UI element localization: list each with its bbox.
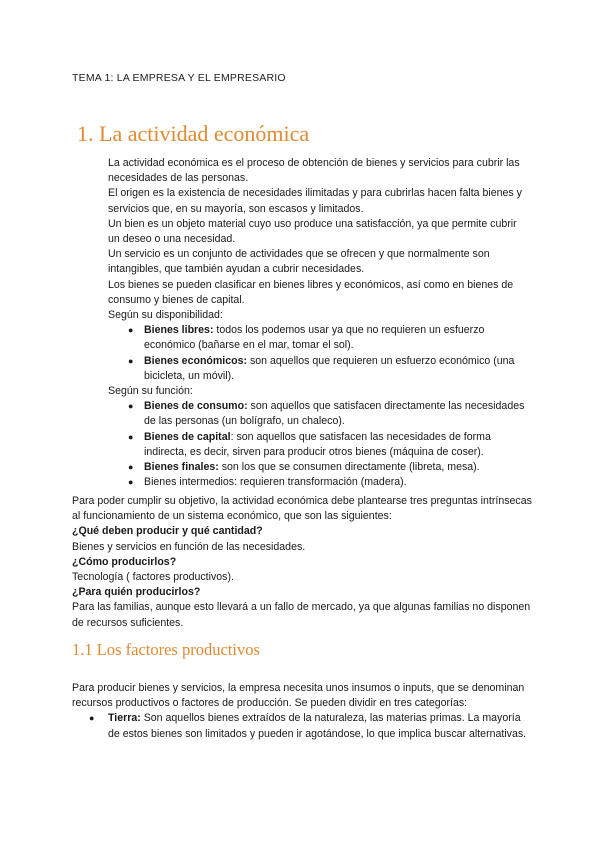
- question: [72, 524, 532, 539]
- list-item-text: Bienes intermedios: requieren transformación (madera).: [144, 476, 407, 489]
- list-item-term: Bienes económicos:: [144, 354, 248, 367]
- bullet-list-funcion: [108, 399, 528, 490]
- section-body-actividad: [108, 156, 528, 490]
- paragraph: Para producir bienes y servicios, la empresa necesita unos insumos o inputs, que se denominan recursos productivos o factores de producción. Se pueden dividir en tres categorías:: [72, 682, 525, 710]
- section-body-factores: [72, 681, 532, 742]
- list-item-text: todos los podemos usar ya que no requieren un esfuerzo económico (bañarse en el mar, tomar el sol).: [144, 324, 485, 352]
- list-item-text: : son aquellos que satisfacen las necesidades de forma indirecta, es decir, sirven para producir otros bienes (máquina de coser).: [144, 430, 491, 458]
- list-item-term: Bienes de consumo:: [144, 400, 248, 413]
- section-heading-factores: 1.1 Los factores productivos: [72, 640, 260, 659]
- list-item-text: Son aquellos bienes extraídos de la naturaleza, las materias primas. La mayoría de estos bienes son limitados y pueden ir agotándose, lo que implica buscar alternativas.: [108, 712, 527, 740]
- list-intro: Según su función:: [108, 385, 193, 398]
- list-item: [108, 475, 528, 490]
- paragraph: Los bienes se pueden clasificar en bienes libres y económicos, así como en bienes de consumo y bienes de capital.: [108, 278, 514, 306]
- list-item: [108, 430, 528, 460]
- question-text: ¿Qué deben producir y qué cantidad?: [72, 525, 263, 538]
- section-heading-actividad: 1. La actividad económica: [77, 121, 310, 146]
- list-item: [108, 399, 528, 429]
- question: [72, 585, 532, 600]
- list-item: [108, 323, 528, 353]
- list-item: [108, 354, 528, 384]
- list-item-text: son aquellos que satisfacen directamente las necesidades de las personas (un bolígrafo, un chaleco).: [144, 400, 525, 428]
- list-item-text: son los que se consumen directamente (libreta, mesa).: [218, 461, 480, 474]
- document-header: TEMA 1: LA EMPRESA Y EL EMPRESARIO: [72, 72, 286, 84]
- preguntas-intro: Para poder cumplir su objetivo, la actividad económica debe plantearse tres preguntas intrínsecas al funcionamiento de un sistema económico, que son las siguientes:: [72, 495, 532, 523]
- bullet-list-factores: [72, 711, 532, 741]
- paragraph: Un servicio es un conjunto de actividades que se ofrecen y que normalmente son intangibles, que también ayudan a cubrir necesidades.: [108, 248, 490, 276]
- list-item-term: Bienes libres:: [144, 324, 214, 337]
- paragraph: Un bien es un objeto material cuyo uso produce una satisfacción, ya que permite cubrir un deseo o una necesidad.: [108, 217, 517, 246]
- answer: Para las familias, aunque esto llevará a un fallo de mercado, ya que algunas familias no disponen de recursos suficientes.: [72, 601, 531, 629]
- list-item-text: son aquellos que requieren un esfuerzo económico (una bicicleta, un móvil).: [144, 354, 515, 382]
- list-item-term: Bienes de capital: [144, 430, 231, 443]
- list-item-term: Tierra:: [108, 712, 141, 725]
- question-text: ¿Para quién producirlos?: [72, 586, 201, 599]
- list-intro: Según su disponibilidad:: [108, 309, 223, 322]
- bullet-list-disponibilidad: [108, 323, 528, 384]
- list-item: [72, 711, 532, 741]
- question-text: ¿Cómo producirlos?: [72, 555, 177, 568]
- question: [72, 555, 532, 570]
- paragraph: La actividad económica es el proceso de obtención de bienes y servicios para cubrir las necesidades de las personas.: [108, 157, 520, 185]
- list-item-term: Bienes finales:: [144, 461, 219, 474]
- section-body-preguntas: [72, 494, 532, 631]
- answer: Bienes y servicios en función de las necesidades.: [72, 540, 306, 553]
- list-item: [108, 460, 528, 475]
- answer: Tecnología ( factores productivos).: [72, 571, 234, 584]
- paragraph: El origen es la existencia de necesidades ilimitadas y para cubrirlas hacen falta bienes y servicios que, en su mayoría, son escasos y limitados.: [108, 187, 522, 215]
